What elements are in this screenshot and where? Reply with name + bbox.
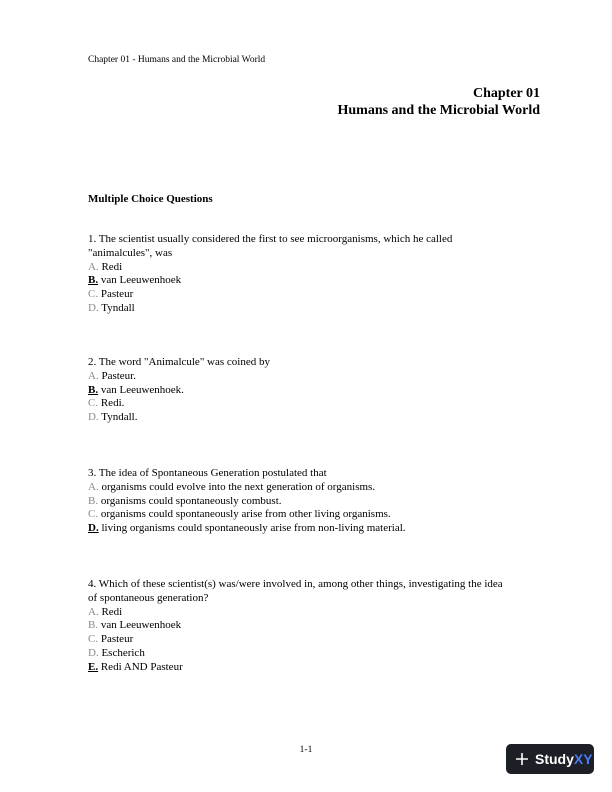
page-number: 1-1 xyxy=(299,745,313,755)
option-c: C. Pasteur xyxy=(88,288,134,301)
option-e-correct: E. Redi AND Pasteur xyxy=(88,660,183,673)
question-stem: 3. The idea of Spontaneous Generation postulated that xyxy=(88,467,327,479)
brand-xy: XY xyxy=(573,751,593,767)
option-b: B. organisms could spontaneously combust. xyxy=(88,494,282,507)
question-2 xyxy=(88,356,548,425)
option-a: A. organisms could evolve into the next generation of organisms. xyxy=(88,480,376,493)
option-b: B. van Leeuwenhoek xyxy=(88,619,182,632)
option-a: A. Pasteur. xyxy=(88,369,136,382)
option-a: A. Redi xyxy=(88,605,123,618)
option-d-correct: D. living organisms could spontaneously arise from non-living material. xyxy=(88,522,406,535)
question-stem: 1. The scientist usually considered the first to see microorganisms, which he called "animalcules", was xyxy=(88,233,453,259)
option-d: D. Escherich xyxy=(88,646,145,659)
option-d: D. Tyndall. xyxy=(88,411,138,424)
chapter-title xyxy=(337,85,540,119)
question-stem: 4. Which of these scientist(s) was/were involved in, among other things, investigating the idea of spontaneous generation? xyxy=(88,578,503,604)
brand-study: Study xyxy=(535,751,574,767)
chapter-name: Humans and the Microbial World xyxy=(337,103,540,118)
section-heading: Multiple Choice Questions xyxy=(88,193,213,205)
option-a: A. Redi xyxy=(88,260,123,273)
option-d: D. Tyndall xyxy=(88,301,135,314)
option-c: C. Redi. xyxy=(88,397,125,410)
question-1 xyxy=(88,233,548,316)
option-c: C. Pasteur xyxy=(88,633,134,646)
page-header: Chapter 01 - Humans and the Microbial World xyxy=(88,55,266,65)
option-b-correct: B. van Leeuwenhoek. xyxy=(88,383,184,396)
question-4 xyxy=(88,578,548,675)
option-b-correct: B. van Leeuwenhoek xyxy=(88,274,182,287)
question-stem: 2. The word "Animalcule" was coined by xyxy=(88,356,270,368)
studyxy-watermark xyxy=(506,744,594,774)
question-3 xyxy=(88,467,548,536)
plus-icon xyxy=(515,752,529,766)
chapter-number: Chapter 01 xyxy=(472,86,540,101)
option-c: C. organisms could spontaneously arise from other living organisms. xyxy=(88,508,391,521)
